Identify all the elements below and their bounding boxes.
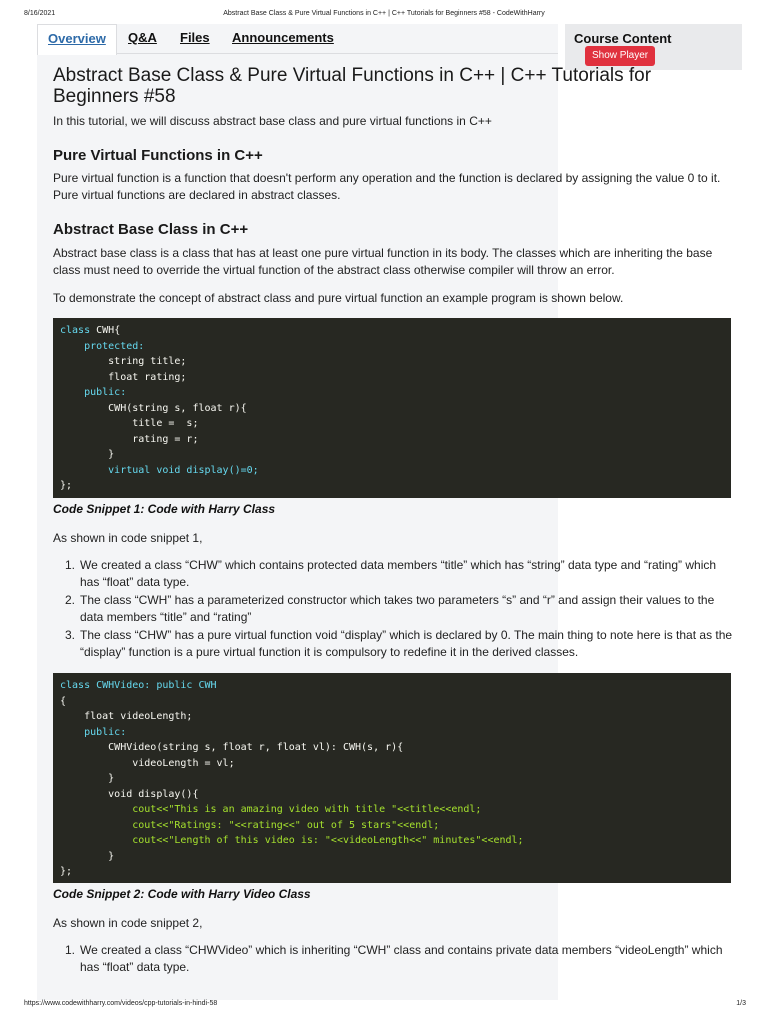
tab-qa[interactable]: Q&A bbox=[128, 30, 157, 45]
code-line: cout<<"This is an amazing video with title "<<title<<endl; bbox=[60, 804, 482, 815]
code-line: } bbox=[60, 773, 115, 784]
code-line: rating = r; bbox=[60, 433, 199, 445]
snippet-2-lead: As shown in code snippet 2, bbox=[53, 916, 203, 930]
code-line: CWHVideo(string s, float r, float vl): CWH(s, r){ bbox=[60, 742, 404, 753]
code-line: CWH{ bbox=[96, 325, 121, 336]
section-text-abstract-class: Abstract base class is a class that has at least one pure virtual function in its body. The classes which are inheriting the base class must need to override the virtual function of the abstract class otherwise compiler will throw an error. bbox=[53, 246, 713, 277]
list-item: 2. The class “CWH” has a parameterized constructor which takes two parameters “s” and “r” and assign their values to the data members “title” and “rating” bbox=[65, 593, 715, 624]
snippet-1-caption: Code Snippet 1: Code with Harry Class bbox=[53, 502, 276, 516]
article-title: Abstract Base Class & Pure Virtual Functions in C++ | C++ Tutorials for Beginners #58 bbox=[53, 65, 652, 107]
code-line: CWH(string s, float r){ bbox=[60, 402, 247, 414]
section-text-pure-virtual: Pure virtual function is a function that doesn't perform any operation and the function is declared by assigning the value 0 to it. Pure virtual functions are declared in abstract classes. bbox=[53, 171, 721, 202]
code-snippet-2 bbox=[53, 673, 731, 883]
tab-files[interactable]: Files bbox=[180, 30, 210, 45]
code-line: } bbox=[60, 449, 115, 460]
snippet-2-caption: Code Snippet 2: Code with Harry Video Class bbox=[53, 887, 311, 901]
code-snippet-1: class CWH{ protected: string title; float rating; public: CWH(string s, float r){ title = s; rating = r; } virtual void display()=0; }; bbox=[53, 318, 731, 498]
show-player-button[interactable]: Show Player bbox=[585, 46, 655, 66]
code-line: }; bbox=[60, 480, 73, 491]
print-header bbox=[0, 10, 768, 22]
print-url: https://www.codewithharry.com/videos/cpp-tutorials-in-hindi-58 bbox=[24, 1000, 218, 1007]
code-line: class CWHVideo: public CWH bbox=[60, 680, 217, 691]
code-line: cout<<"Length of this video is: "<<videoLength<<" minutes"<<endl; bbox=[60, 835, 524, 846]
tab-announcements[interactable]: Announcements bbox=[232, 30, 334, 45]
section-heading-abstract-class: Abstract Base Class in C++ bbox=[53, 221, 249, 238]
code-line: void display(){ bbox=[60, 788, 199, 800]
course-content-sidebar bbox=[565, 24, 742, 70]
list-item: 3. The class “CHW” has a pure virtual function void “display” which is declared by 0. The main thing to note here is that as the “display” function is a pure virtual function it is compulsory to redefine it in the derived classes. bbox=[65, 628, 733, 659]
code-line: { bbox=[60, 695, 67, 707]
code-line: float rating; bbox=[60, 371, 187, 383]
list-item: 1. We created a class “CHWVideo” which is inheriting “CWH” class and contains private data members “videoLength” which has “float” data type. bbox=[65, 943, 723, 974]
code-line: float videoLength; bbox=[60, 711, 193, 722]
section-heading-pure-virtual: Pure Virtual Functions in C++ bbox=[53, 147, 263, 164]
code-line: virtual void display()=0; bbox=[60, 464, 259, 476]
code-line: }; bbox=[60, 866, 73, 877]
print-footer bbox=[0, 1000, 768, 1012]
code-line: string title; bbox=[60, 356, 187, 367]
list-item: 1. We created a class “CHW” which contains protected data members “title” which has “string” data type and “rating” which has “float” data type. bbox=[65, 558, 717, 589]
course-content-heading: Course Content bbox=[574, 31, 672, 46]
code-line: public: bbox=[60, 726, 127, 738]
code-line: public: bbox=[60, 387, 127, 398]
print-page-number: 1/3 bbox=[736, 1000, 746, 1007]
code-line: protected: bbox=[60, 340, 145, 352]
snippet-1-points bbox=[53, 557, 733, 662]
snippet-2-points bbox=[53, 942, 733, 977]
code-line: } bbox=[60, 850, 115, 862]
snippet-1-lead: As shown in code snippet 1, bbox=[53, 531, 203, 545]
demo-text: To demonstrate the concept of abstract class and pure virtual function an example program is shown below. bbox=[53, 291, 624, 305]
code-line: cout<<"Ratings: "<<rating<<" out of 5 stars"<<endl; bbox=[60, 819, 440, 831]
code-line: videoLength = vl; bbox=[60, 757, 235, 769]
print-title: Abstract Base Class & Pure Virtual Functions in C++ | C++ Tutorials for Beginners #58 - CodeWithHarry bbox=[223, 10, 545, 17]
intro-text: In this tutorial, we will discuss abstract base class and pure virtual functions in C++ bbox=[53, 114, 492, 128]
code-line: title = s; bbox=[60, 418, 199, 429]
tab-overview[interactable]: Overview bbox=[37, 24, 117, 55]
print-date: 8/16/2021 bbox=[24, 10, 56, 17]
tab-bar bbox=[37, 24, 558, 54]
